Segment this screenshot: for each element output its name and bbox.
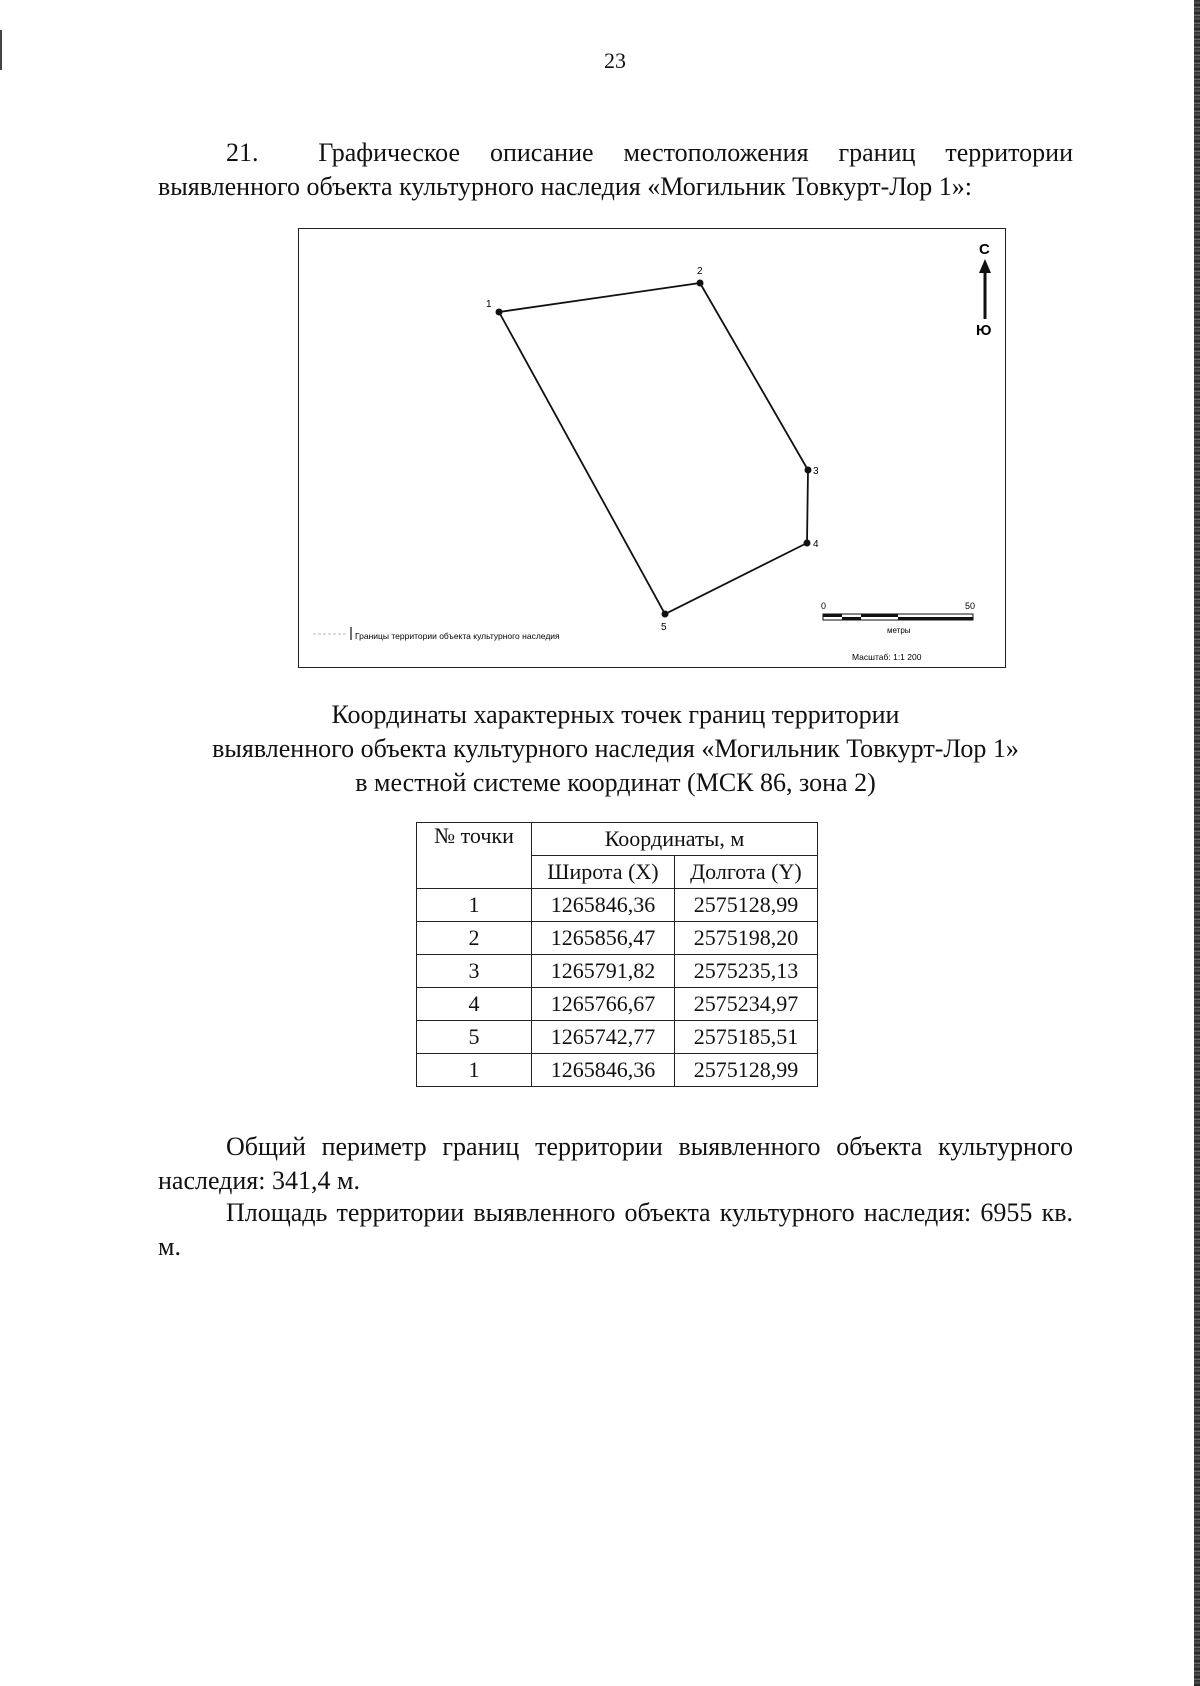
cell-y: 2575128,99 (674, 889, 817, 922)
scale-start-label: 0 (821, 601, 827, 611)
vertex-2 (697, 280, 704, 287)
vertex-label-3: 3 (813, 466, 819, 477)
scale-units-label: метры (887, 626, 911, 635)
vertex-label-2: 2 (697, 266, 703, 277)
page-number: 23 (604, 48, 626, 73)
scale-bar (821, 601, 975, 662)
scale-end-label: 50 (965, 601, 976, 611)
cell-x: 1265846,36 (532, 889, 675, 922)
scale-ratio-label: Масштаб: 1:1 200 (852, 652, 922, 662)
perimeter-paragraph: Общий периметр границ территории выявленного объекта культурного наследия: 341,4 м. (158, 1132, 1073, 1195)
table-row (417, 955, 818, 988)
cell-y: 2575185,51 (674, 1021, 817, 1054)
table-row (417, 889, 818, 922)
vertex-4 (804, 540, 811, 547)
table-header-row (417, 823, 818, 856)
vertex-1 (496, 309, 503, 316)
boundary-map-svg (299, 229, 1005, 667)
table-row (417, 988, 818, 1021)
map-legend (313, 627, 560, 641)
north-label: С (979, 241, 990, 258)
cell-y: 2575234,97 (674, 988, 817, 1021)
cell-point: 5 (417, 1021, 532, 1054)
header-point-number: № точки (417, 823, 532, 889)
header-latitude-x: Широта (X) (532, 856, 675, 889)
vertex-3 (805, 467, 812, 474)
legend-text: Границы территории объекта культурного наследия (355, 631, 560, 641)
cell-x: 1265766,67 (532, 988, 675, 1021)
cell-x: 1265791,82 (532, 955, 675, 988)
vertex-label-4: 4 (813, 539, 819, 550)
cell-x: 1265742,77 (532, 1021, 675, 1054)
cell-point: 1 (417, 889, 532, 922)
cell-y: 2575198,20 (674, 922, 817, 955)
table-row (417, 1021, 818, 1054)
coordinates-table (416, 822, 818, 1087)
boundary-map (298, 228, 1006, 668)
table-row (417, 1054, 818, 1087)
section-intro (158, 136, 1073, 204)
cell-point: 1 (417, 1054, 532, 1087)
scan-edge (1194, 0, 1200, 1686)
vertex-5 (662, 611, 669, 618)
table-caption-line-2: выявленного объекта культурного наследия «Могильник Товкурт-Лор 1» (212, 734, 1019, 763)
table-caption-line-1: Координаты характерных точек границ территории (331, 700, 900, 729)
north-arrow-icon (976, 241, 991, 339)
cell-x: 1265856,47 (532, 922, 675, 955)
section-number: 21. (226, 138, 259, 167)
cell-y: 2575128,99 (674, 1054, 817, 1087)
section-intro-text: Графическое описание местоположения границ территории выявленного объекта культурного наследия «Могильник Товкурт-Лор 1»: (158, 138, 1073, 201)
area-paragraph: Площадь территории выявленного объекта культурного наследия: 6955 кв. м. (158, 1198, 1073, 1261)
vertex-label-1: 1 (486, 299, 492, 310)
cell-point: 4 (417, 988, 532, 1021)
cell-y: 2575235,13 (674, 955, 817, 988)
cell-point: 3 (417, 955, 532, 988)
table-row (417, 922, 818, 955)
cell-x: 1265846,36 (532, 1054, 675, 1087)
vertex-label-5: 5 (661, 622, 667, 633)
header-coordinates: Координаты, м (532, 823, 818, 856)
table-caption (158, 698, 1073, 800)
cell-point: 2 (417, 922, 532, 955)
boundary-polygon (499, 283, 808, 614)
table-caption-line-3: в местной системе координат (МСК 86, зона 2) (355, 768, 876, 797)
south-label: Ю (976, 322, 992, 339)
header-longitude-y: Долгота (Y) (674, 856, 817, 889)
